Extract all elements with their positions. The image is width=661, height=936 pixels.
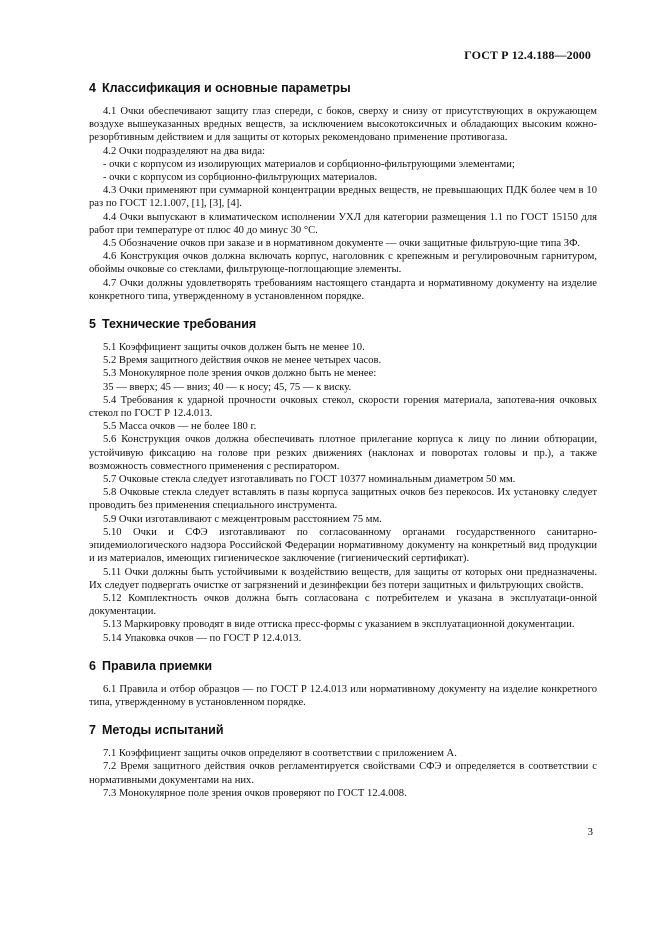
field-of-view-values: 35 — вверх; 45 — вниз; 40 — к носу; 45, 75 — к виску. [103, 381, 352, 393]
section-heading [89, 317, 597, 332]
paragraph-7-3: 7.3 Монокулярное поле зрения очков проверяют по ГОСТ 12.4.008. [103, 787, 407, 799]
paragraph-5-14: 5.14 Упаковка очков — по ГОСТ Р 12.4.013. [103, 632, 302, 644]
section-number: 4 [89, 81, 96, 95]
paragraph-4-6: 4.6 Конструкция очков должна включать корпус, наголовник с крепежным и регулировочным гарнитуром, обоймы очковые со стеклами, фильтрующе-поглощающие элементы. [89, 251, 597, 276]
section-title: Классификация и основные параметры [101, 81, 351, 95]
paragraph-4-1: 4.1 Очки обеспечивают защиту глаз спереди, с боков, сверху и снизу от присутствующих в окружающем воздухе вышеуказанных вредных веществ, за исключением высокотоксичных и обладающих высоким кожно-резорбтивным действием и для защиты от которых рекомендовано применение противогаза. [89, 106, 597, 144]
paragraph-7-2: 7.2 Время защитного действия очков регламентируется свойствами СФЭ и определяется в соответствии с нормативными документами на них. [89, 761, 597, 786]
paragraph-5-2: 5.2 Время защитного действия очков не менее четырех часов. [103, 355, 382, 367]
paragraph-5-8: 5.8 Очковые стекла следует вставлять в пазы корпуса защитных очков без перекосов. Их установку следует проводить без применения специального инструмента. [89, 487, 597, 512]
list-item: - очки с корпусом из сорбционно-фильтрующих материалов. [103, 172, 378, 184]
paragraph-5-1: 5.1 Коэффициент защиты очков должен быть не менее 10. [103, 342, 365, 354]
section-number: 7 [89, 723, 96, 738]
paragraph-5-3: 5.3 Монокулярное поле зрения очков должно быть не менее: [103, 368, 377, 380]
paragraph-5-10: 5.10 Очки и СФЭ изготавливают по согласованному органами государственного санитарно-эпидемиологического надзора Российской Федерации нормативному документу на конкретный вид продукции и из материалов, имеющих гигиеническое заключение (гигиенический сертификат). [89, 526, 597, 565]
paragraph-5-5: 5.5 Масса очков — не более 180 г. [103, 421, 257, 433]
section-heading [89, 659, 597, 674]
paragraph-4-4: 4.4 Очки выпускают в климатическом исполнении УХЛ для категории размещения 1.1 по ГОСТ 15150 для работ при температуре от плюс 40 до минус 30 °С. [89, 211, 597, 236]
section-heading [89, 723, 597, 738]
page-content [89, 81, 597, 814]
paragraph-6-1: 6.1 Правила и отбор образцов — по ГОСТ Р 12.4.013 или нормативному документу на изделие конкретного типа, утвержденному в установленном порядке. [89, 683, 597, 708]
section-classification [89, 81, 597, 303]
paragraph-4-3: 4.3 Очки применяют при суммарной концентрации вредных веществ, не превышающих ПДК более чем в 10 раз по ГОСТ 12.1.007, [1], [3], [4]. [89, 185, 597, 210]
paragraph-5-13: 5.13 Маркировку проводят в виде оттиска пресс-формы с указанием в эксплуатационной документации. [103, 619, 575, 631]
paragraph-5-11: 5.11 Очки должны быть устойчивыми к воздействию веществ, для защиты от которых они предназначены. Их следует подвергать очистке от загрязнений и дезинфекции без потери защитных и фильтрующих свойств. [89, 566, 597, 591]
section-test-methods [89, 723, 597, 800]
paragraph-5-4: 5.4 Требования к ударной прочности очковых стекол, скорости горения материала, запотева-ния очковых стекол по ГОСТ Р 12.4.013. [89, 394, 597, 420]
paragraph-5-7: 5.7 Очковые стекла следует изготавливать по ГОСТ 10377 номинальным диаметром 50 мм. [103, 474, 516, 486]
list-item: - очки с корпусом из изолирующих материалов и сорбционно-фильтрующими элементами; [103, 158, 515, 170]
section-title: Правила приемки [101, 658, 213, 673]
section-technical-requirements [89, 317, 597, 645]
section-title: Методы испытаний [101, 723, 224, 738]
page-number: 3 [587, 826, 593, 838]
paragraph-5-9: 5.9 Очки изготавливают с межцентровым расстоянием 75 мм. [103, 513, 382, 525]
section-title: Технические требования [101, 317, 257, 332]
section-acceptance-rules [89, 659, 597, 709]
paragraph-4-2: 4.2 Очки подразделяют на два вида: [103, 145, 266, 157]
document-header: ГОСТ Р 12.4.188—2000 [464, 48, 591, 62]
section-number: 6 [89, 658, 96, 673]
paragraph-5-6: 5.6 Конструкция очков должна обеспечивать плотное прилегание корпуса к лицу по линии обтюрации, устойчивую фиксацию на голове при резких движениях (наклонах и поворотах головы и пр.), а также возможность совместного применения с респиратором. [89, 434, 597, 472]
section-number: 5 [89, 317, 96, 332]
paragraph-4-7: 4.7 Очки должны удовлетворять требованиям настоящего стандарта и нормативному документу на изделие конкретного типа, утвержденному в установленном порядке. [89, 277, 597, 302]
paragraph-5-12: 5.12 Комплектность очков должна быть согласована с потребителем и указана в эксплуатаци-онной документации. [89, 592, 597, 618]
section-heading [89, 81, 597, 96]
paragraph-4-5: 4.5 Обозначение очков при заказе и в нормативном документе — очки защитные фильтрую-щие типа ЗФ. [103, 238, 581, 250]
paragraph-7-1: 7.1 Коэффициент защиты очков определяют в соответствии с приложением А. [103, 748, 457, 760]
